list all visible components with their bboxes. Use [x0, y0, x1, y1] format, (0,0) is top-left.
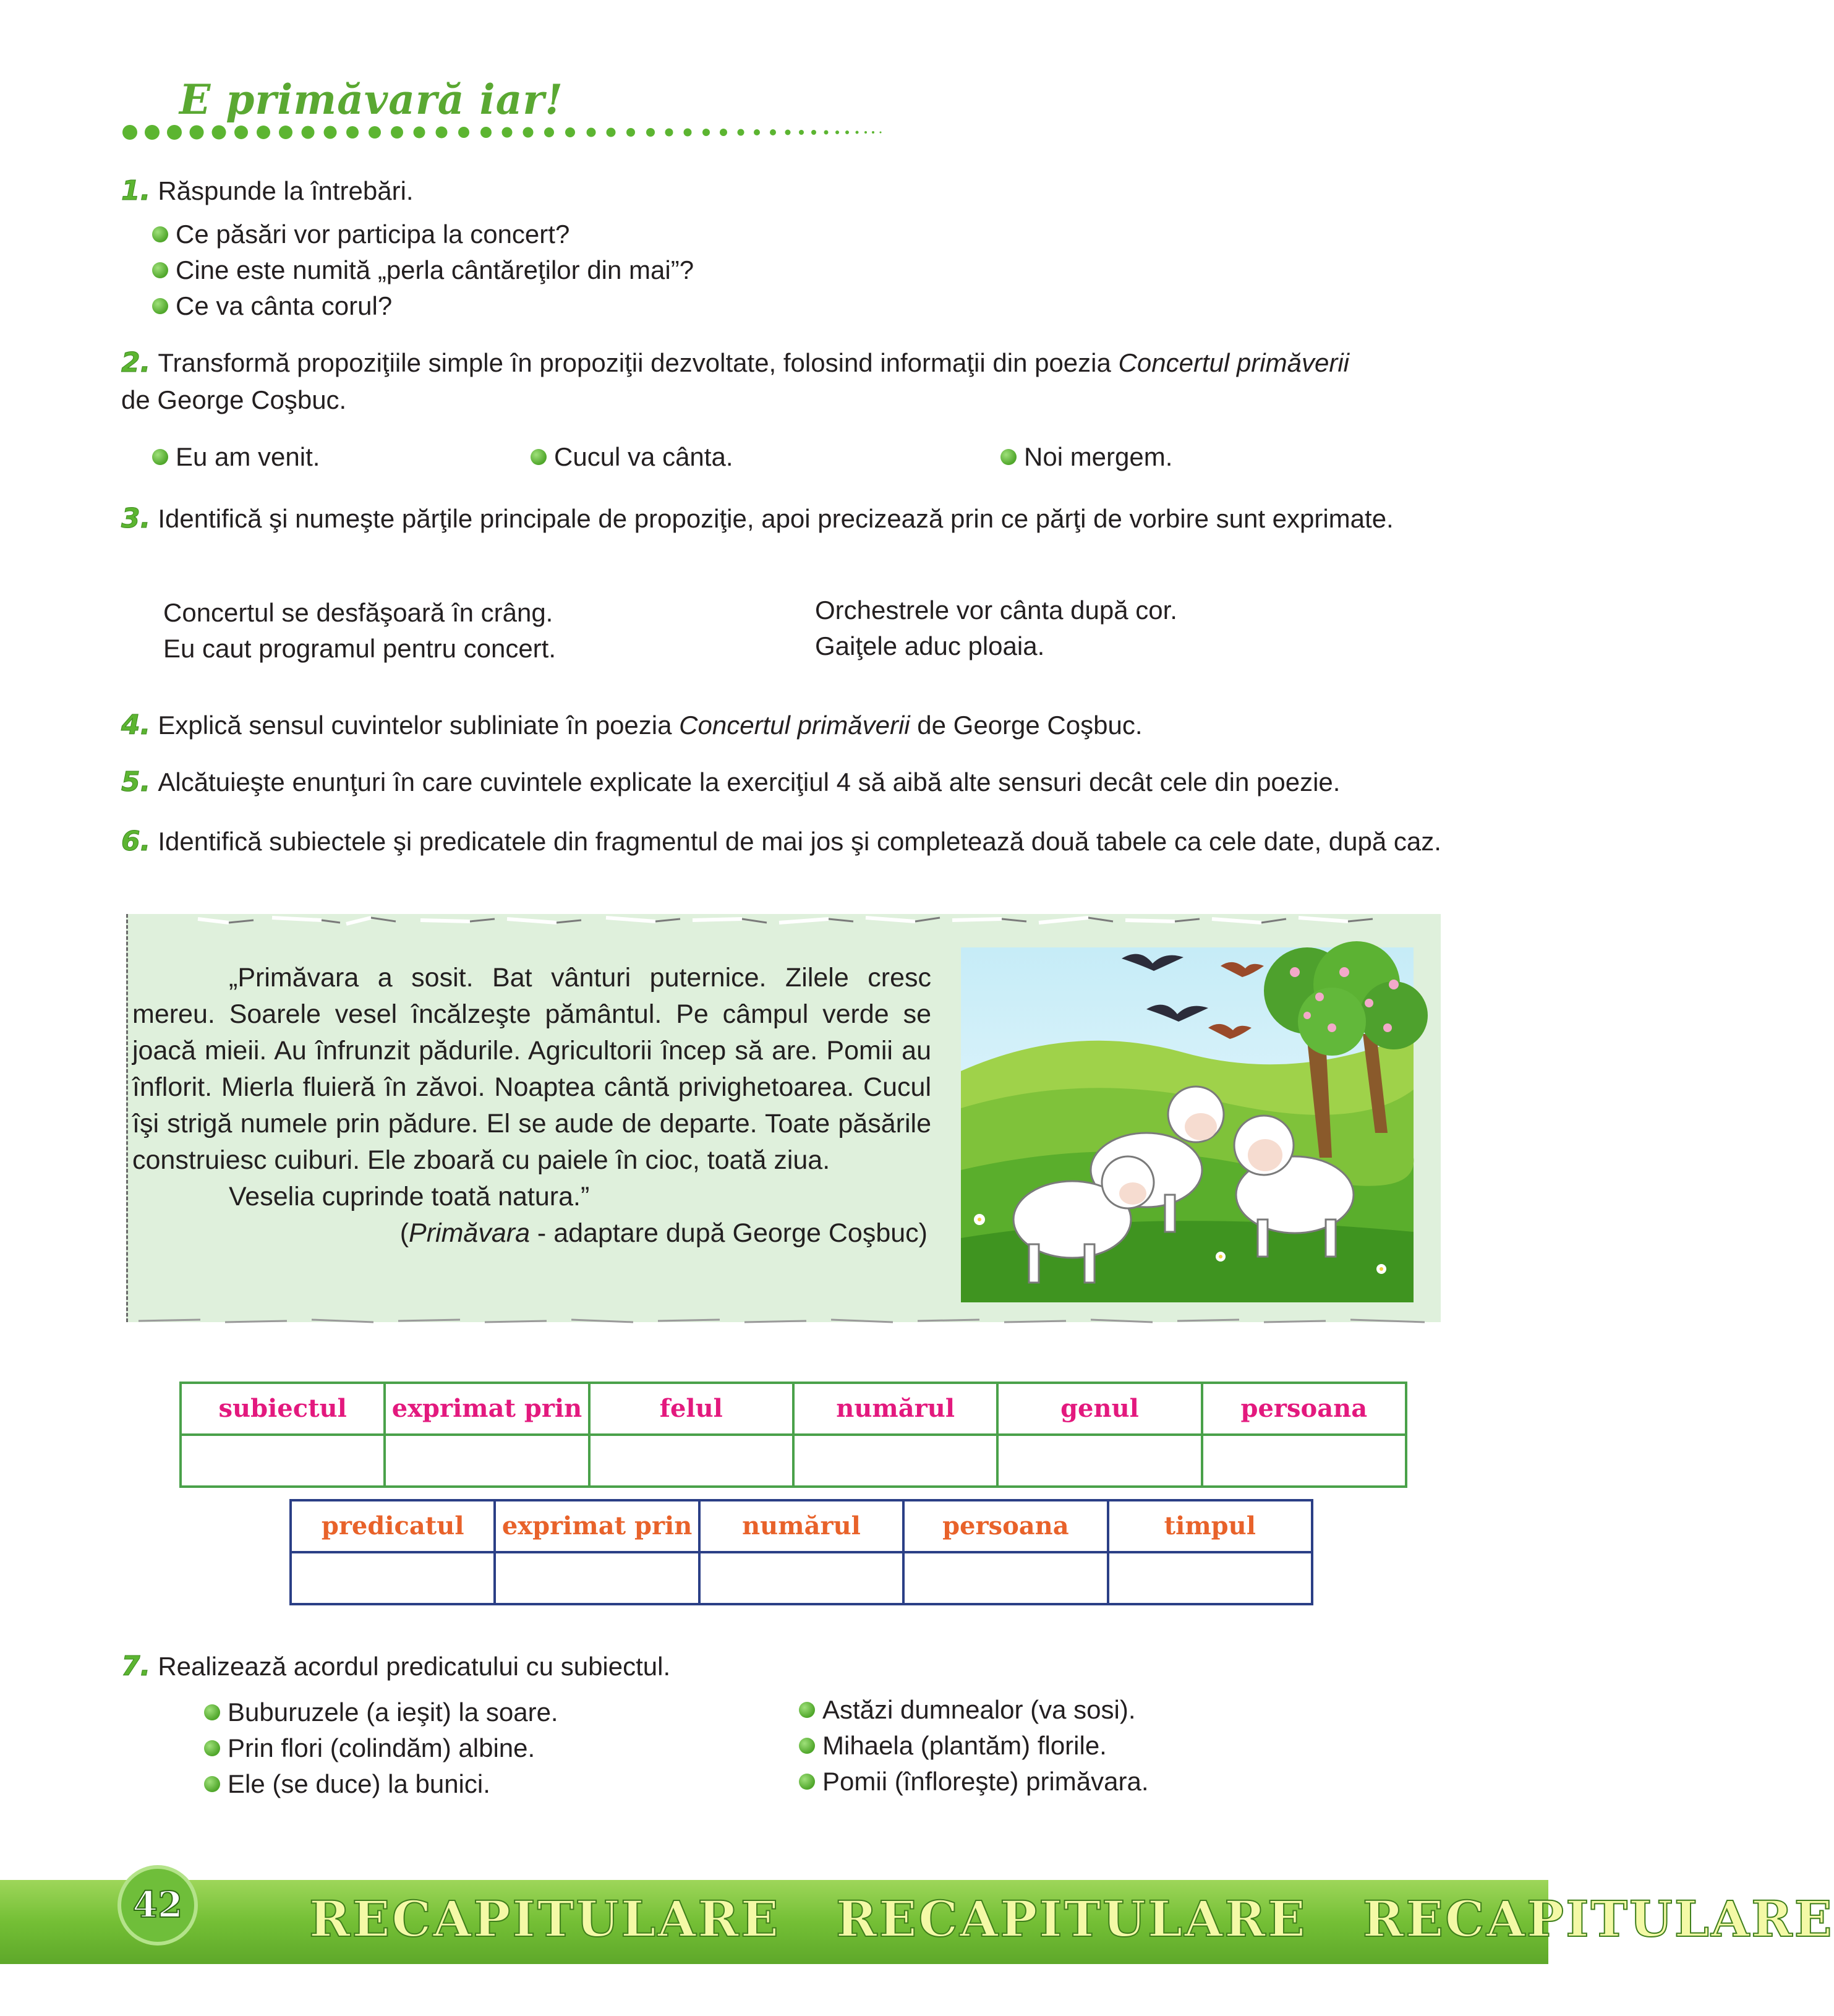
table-header-cell: exprimat prin	[495, 1500, 699, 1552]
table-cell	[385, 1435, 589, 1487]
exercise-number: 6.	[121, 826, 151, 857]
page-title: E primăvară iar!	[179, 75, 564, 124]
table-row	[291, 1552, 1312, 1604]
sentence: Orchestrele vor cânta după cor.	[815, 596, 1177, 625]
table-cell	[495, 1552, 699, 1604]
list-item: Cine este numită „perla cântăreţilor din mai”?	[152, 252, 694, 289]
table-header-cell: numărul	[699, 1500, 903, 1552]
footer-labels	[309, 1885, 1834, 1953]
title-dots-decoration	[121, 121, 888, 143]
list-item: Noi mergem.	[1000, 439, 1172, 476]
bullet-icon	[204, 1704, 220, 1720]
bullet-icon	[799, 1774, 815, 1790]
list-item: Buburuzele (a ieşit) la soare.	[204, 1694, 558, 1731]
exercise-5-instruction: 5. Alcătuieşte enunţuri în care cuvintele explicate la exerciţiul 4 să aibă alte sensuri decât cele din poezie.	[121, 766, 1341, 798]
table-header-cell: subiectul	[181, 1383, 385, 1435]
footer-label: RECAPITULARE	[1362, 1890, 1834, 1948]
list-item: Cucul va cânta.	[531, 439, 733, 476]
list-item: Ele (se duce) la bunici.	[204, 1766, 490, 1803]
table-header-cell: predicatul	[291, 1500, 495, 1552]
exercise-3-instruction: 3. Identifică şi numeşte părţile principale de propoziţie, apoi precizează prin ce părţi de vorbire sunt exprimate.	[121, 503, 1394, 534]
exercise-number: 3.	[121, 503, 151, 534]
table-header-cell: persoana	[903, 1500, 1107, 1552]
footer-label: RECAPITULARE	[835, 1890, 1307, 1948]
table-cell	[997, 1435, 1201, 1487]
table-header-row	[181, 1383, 1406, 1435]
exercise-number: 1.	[121, 175, 151, 207]
list-item: Prin flori (colindăm) albine.	[204, 1730, 535, 1767]
bullet-icon	[152, 449, 168, 465]
bullet-icon	[799, 1738, 815, 1754]
list-item: Ce va cânta corul?	[152, 288, 392, 325]
subject-table	[179, 1382, 1407, 1488]
bullet-icon	[152, 262, 168, 278]
table-cell	[181, 1435, 385, 1487]
table-cell	[699, 1552, 903, 1604]
table-cell	[589, 1435, 793, 1487]
list-item: Eu am venit.	[152, 439, 320, 476]
page-number: 42	[132, 1884, 183, 1926]
exercise-number: 7.	[121, 1651, 151, 1682]
bullet-icon	[799, 1702, 815, 1718]
spring-lambs-illustration	[961, 947, 1414, 1302]
table-header-cell: numărul	[793, 1383, 997, 1435]
table-row	[181, 1435, 1406, 1487]
table-header-cell: genul	[997, 1383, 1201, 1435]
exercise-number: 5.	[121, 766, 151, 798]
footer-label: RECAPITULARE	[309, 1890, 780, 1948]
table-header-cell: persoana	[1202, 1383, 1406, 1435]
exercise-number: 2.	[121, 347, 151, 378]
list-item: Pomii (înfloreşte) primăvara.	[799, 1764, 1148, 1800]
torn-edge-decoration	[126, 1315, 1441, 1327]
exercise-1-instruction: 1. Răspunde la întrebări.	[121, 175, 414, 207]
table-header-row	[291, 1500, 1312, 1552]
table-cell	[903, 1552, 1107, 1604]
sentence: Eu caut programul pentru concert.	[163, 634, 557, 663]
bullet-icon	[531, 449, 547, 465]
exercise-6-instruction: 6. Identifică subiectele şi predicatele din fragmentul de mai jos şi completează două tabele ca cele date, după caz.	[121, 826, 1441, 857]
torn-edge-decoration	[186, 914, 1379, 929]
table-cell	[1108, 1552, 1312, 1604]
list-item: Mihaela (plantăm) florile.	[799, 1728, 1107, 1764]
exercise-number: 4.	[121, 709, 151, 741]
table-cell	[291, 1552, 495, 1604]
exercise-4-instruction: 4. Explică sensul cuvintelor subliniate în poezia Concertul primăverii de George Coşbuc.	[121, 709, 1143, 741]
bullet-icon	[204, 1776, 220, 1792]
passage-source: (Primăvara - adaptare după George Coşbuc)	[399, 1218, 928, 1248]
bullet-icon	[152, 298, 168, 314]
table-header-cell: exprimat prin	[385, 1383, 589, 1435]
exercise-7-instruction: 7. Realizează acordul predicatului cu subiectul.	[121, 1651, 671, 1682]
list-item: Ce păsări vor participa la concert?	[152, 216, 569, 253]
table-cell	[1202, 1435, 1406, 1487]
bullet-icon	[152, 226, 168, 242]
sentence: Concertul se desfăşoară în crâng.	[163, 598, 553, 627]
sentence: Gaiţele aduc ploaia.	[815, 631, 1045, 660]
passage-text: „Primăvara a sosit. Bat vânturi puternice. Zilele cresc mereu. Soarele vesel încălzeşte pământul. Pe câmpul verde se joacă mieii. Au înfrunzit pădurile. Agricultorii încep să are. Pomii au înflorit. Mierla fluieră în zăvoi. Noaptea cântă privighetoarea. Cucul îşi strigă numele prin pădure. El se aude de departe. Toate păsările construiesc cuiburi. Ele zboară cu paiele în cioc, toată ziua. Veselia cuprinde toată natura.” (Primăvara - adaptare după George Coşbuc)	[132, 960, 931, 1252]
list-item: Astăzi dumnealor (va sosi).	[799, 1692, 1136, 1728]
bullet-icon	[204, 1740, 220, 1756]
bullet-icon	[1000, 449, 1017, 465]
exercise-2-instruction: 2. Transformă propoziţiile simple în propoziţii dezvoltate, folosind informaţii din poezia Concertul primăverii de George Coşbuc.	[121, 347, 1349, 414]
predicate-table	[289, 1499, 1313, 1605]
table-cell	[793, 1435, 997, 1487]
table-header-cell: timpul	[1108, 1500, 1312, 1552]
table-header-cell: felul	[589, 1383, 793, 1435]
